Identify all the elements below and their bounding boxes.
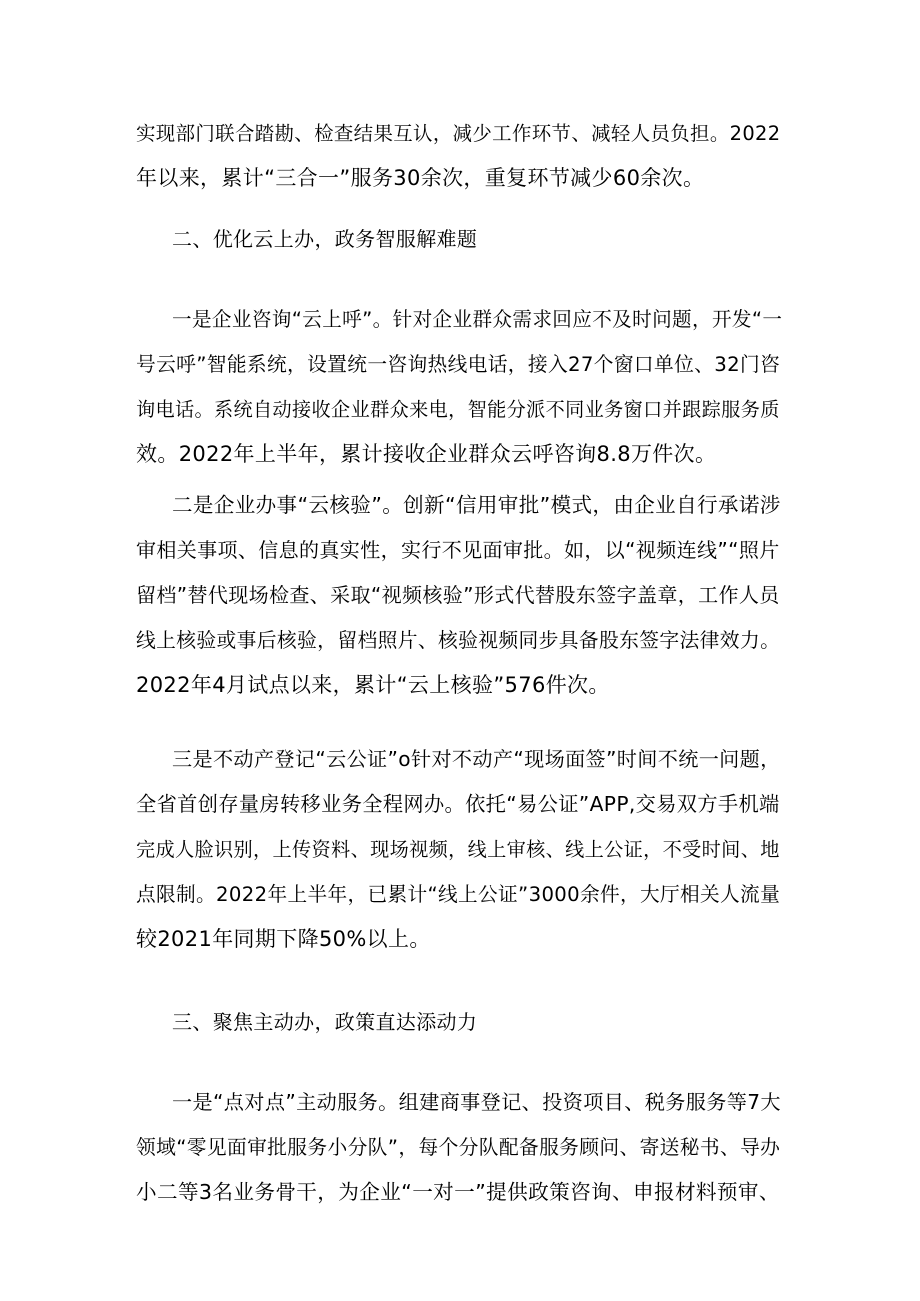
- text-line: 效。2022年上半年，累计接收企业群众云呼咨询8.8万件次。: [136, 442, 717, 466]
- text-line: 全省首创存量房转移业务全程网办。依托“易公证”APP,交易双方手机端: [136, 792, 780, 816]
- text-line: 小二等3名业务骨干，为企业“一对一”提供政策咨询、申报材料预审、: [136, 1180, 780, 1204]
- paragraph-point-to-point: [136, 1080, 786, 1215]
- text-line: 一是“点对点”主动服务。组建商事登记、投资项目、税务服务等7大: [172, 1090, 781, 1114]
- text-line: 较2021年同期下降50%以上。: [136, 927, 431, 951]
- text-line: 审相关事项、信息的真实性，实行不见面审批。如，以“视频连线”“照片: [136, 538, 780, 562]
- paragraph-cloud-notary: [136, 737, 786, 962]
- text-line: 2022年4月试点以来，累计“云上核验”576件次。: [136, 673, 610, 697]
- paragraph-cloud-hotline: [136, 297, 786, 477]
- text-line: 实现部门联合踏勘、检查结果互认，减少工作环节、减轻人员负担。2022: [136, 122, 781, 145]
- text-line: 完成人脸识别，上传资料、现场视频，线上审核、线上公证，不受时间、地: [136, 838, 780, 861]
- text-line: 一是企业咨询“云上呼”。针对企业群众需求回应不及时问题，开发“一: [172, 308, 783, 331]
- text-line: 二是企业办事“云核验”。创新“信用审批”模式，由企业自行承诺涉: [172, 493, 781, 517]
- text-line: 留档”替代现场检查、采取“视频核验”形式代替股东签字盖章，工作人员: [136, 583, 780, 607]
- text-line: 号云呼”智能系统，设置统一咨询热线电话，接入27个窗口单位、32门咨: [136, 353, 781, 376]
- section-heading-2: [136, 217, 786, 262]
- text-line: 领域“零见面审批服务小分队”，每个分队配备服务顾问、寄送秘书、导办: [136, 1136, 781, 1159]
- text-line: 三是不动产登记“云公证”o针对不动产“现场面签”时间不统一问题，: [172, 747, 781, 771]
- paragraph-cloud-verification: [136, 483, 786, 708]
- text-line: 询电话。系统自动接收企业群众来电，智能分派不同业务窗口并跟踪服务质: [136, 398, 780, 421]
- text-line: 线上核验或事后核验，留档照片、核验视频同步具备股东签字法律效力。: [136, 629, 781, 652]
- heading-text: 二、优化云上办，政务智服解难题: [172, 227, 478, 251]
- text-line: 点限制。2022年上半年，已累计“线上公证”3000余件，大厅相关人流量: [136, 883, 781, 906]
- heading-text: 三、聚焦主动办，政策直达添动力: [172, 1010, 478, 1034]
- section-heading-3: [136, 1000, 786, 1045]
- paragraph-continuation: [136, 111, 786, 201]
- text-line: 年以来，累计“三合一”服务30余次，重复环节减少60余次。: [136, 166, 705, 190]
